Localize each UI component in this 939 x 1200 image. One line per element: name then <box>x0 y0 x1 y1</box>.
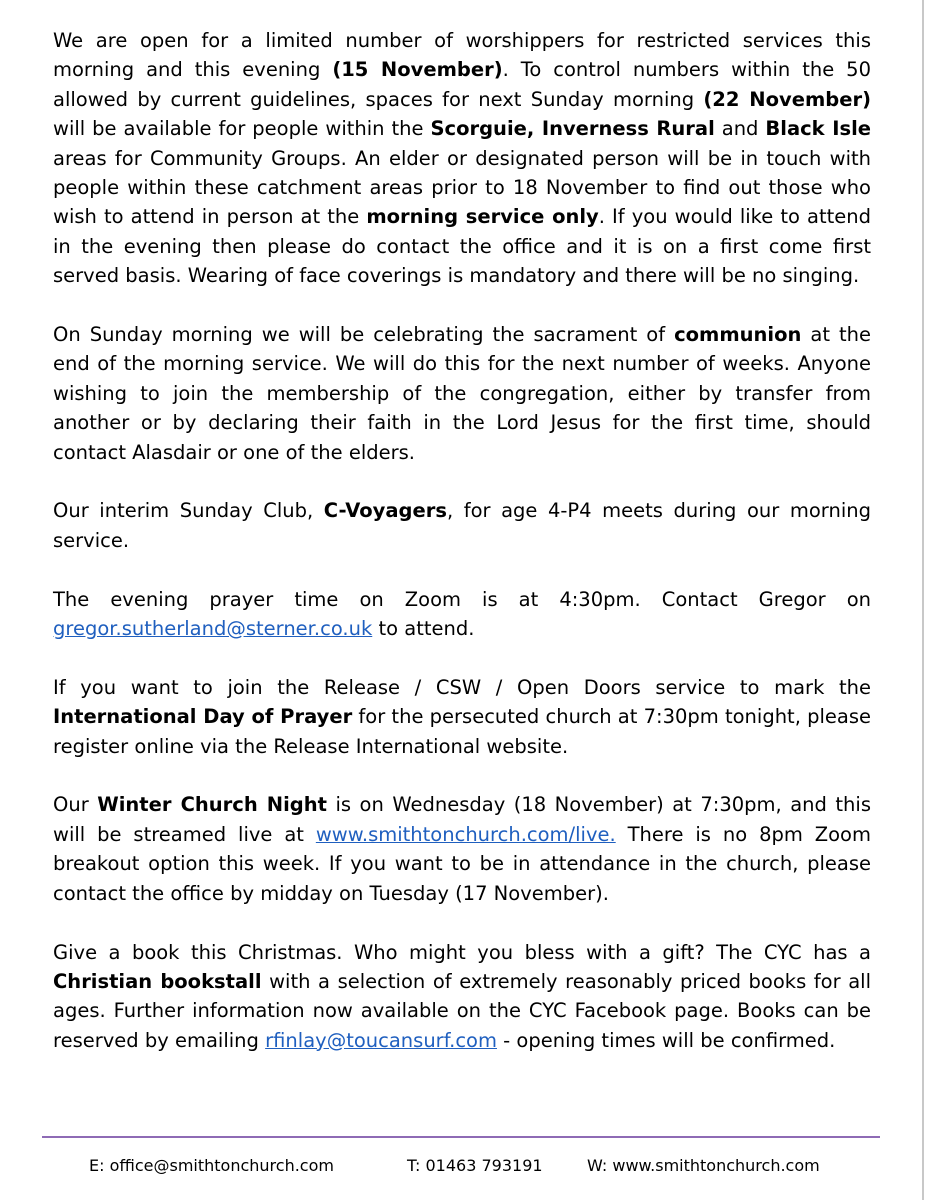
bold-christian-bookstall: Christian bookstall <box>53 969 262 993</box>
text: Our interim Sunday Club, <box>53 499 324 523</box>
web-link-live-stream[interactable]: www.smithtonchurch.com/live. <box>315 822 616 846</box>
text: and <box>714 117 766 141</box>
text: The evening prayer time on Zoom is at 4:30pm. Contact Gregor on <box>53 587 871 611</box>
text: Give a book this Christmas. Who might you bless with a gift? The CYC has a <box>53 940 871 964</box>
text: On Sunday morning we will be celebrating the sacrament of <box>53 323 675 347</box>
footer-divider <box>42 1136 880 1138</box>
text: If you want to join the Release / CSW / Open Doors service to mark the <box>53 675 871 699</box>
text: will be available for people within the <box>53 117 431 141</box>
bold-international-day-of-prayer: International Day of Prayer <box>53 705 353 729</box>
paragraph-services <box>53 26 871 291</box>
bold-communion: communion <box>674 323 802 347</box>
text: . To control numbers within the 50 allowed by current guidelines, spaces for next Sunday morning <box>53 58 871 111</box>
bold-winter-church-night: Winter Church Night <box>97 793 327 817</box>
bold-date-15-november: (15 November) <box>332 58 503 82</box>
email-link-gregor[interactable]: gregor.sutherland@sterner.co.uk <box>53 617 373 641</box>
text: is on Wednesday (18 November) at 7:30pm, and this will be streamed live at <box>53 793 871 846</box>
bold-area-black-isle: Black Isle <box>765 117 871 141</box>
paragraph-bookstall <box>53 938 871 1056</box>
bold-c-voyagers: C-Voyagers <box>323 499 447 523</box>
paragraph-day-of-prayer <box>53 673 871 761</box>
text: - opening times will be confirmed. <box>496 1028 836 1052</box>
footer-email: E: office@smithtonchurch.com <box>89 1156 334 1175</box>
paragraph-sunday-club <box>53 496 871 555</box>
page-edge-line <box>922 0 924 1200</box>
text: We are open for a limited number of worshippers for restricted services this morning and this evening <box>53 29 871 82</box>
bold-date-22-november: (22 November) <box>703 87 871 111</box>
text: at the end of the morning service. We will do this for the next number of weeks. Anyone wishing to join the membership of the congregation, either by transfer from another or by declaring their faith in the Lord Jesus for the first time, should contact Alasdair or one of the elders. <box>53 323 871 464</box>
text: with a selection of extremely reasonably priced books for all ages. Further information now available on the CYC Facebook page. Books can be reserved by emailing <box>53 969 871 1052</box>
email-link-rfinlay[interactable]: rfinlay@toucansurf.com <box>265 1028 497 1052</box>
text: , for age 4-P4 meets during our morning service. <box>53 499 871 552</box>
text: . If you would like to attend in the evening then please do contact the office and it is on a first come first served basis. Wearing of face coverings is mandatory and there will be no singing. <box>53 205 871 288</box>
text: Our <box>53 793 98 817</box>
paragraph-communion <box>53 320 871 467</box>
paragraph-evening-prayer <box>53 585 871 644</box>
text: There is no 8pm Zoom breakout option this week. If you want to be in attendance in the church, please contact the office by midday on Tuesday (17 November). <box>53 822 871 905</box>
footer-website: W: www.smithtonchurch.com <box>587 1156 820 1175</box>
bold-area-scorguie: Scorguie, Inverness Rural <box>430 117 715 141</box>
bold-morning-service-only: morning service only <box>366 205 599 229</box>
paragraph-winter-church-night <box>53 790 871 908</box>
text: to attend. <box>372 617 475 641</box>
text: areas for Community Groups. An elder or designated person will be in touch with people within these catchment areas prior to 18 November to find out those who wish to attend in person at the <box>53 146 871 229</box>
text: for the persecuted church at 7:30pm tonight, please register online via the Release International website. <box>53 705 872 758</box>
footer-telephone: T: 01463 793191 <box>407 1156 543 1175</box>
notices-body <box>53 26 871 1055</box>
